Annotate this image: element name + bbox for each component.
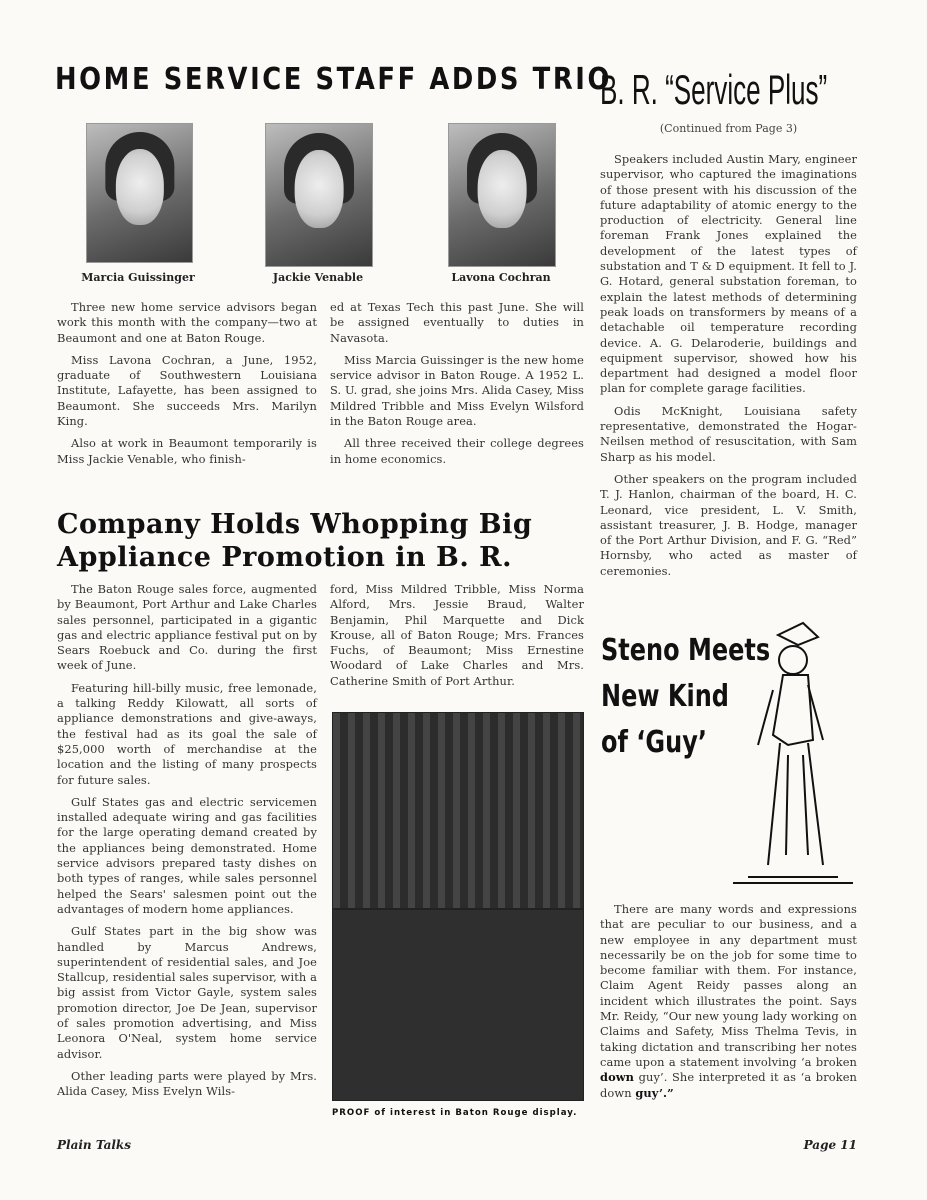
paragraph: Featuring hill-billy music, free lemonade, a talking Reddy Kilowatt, all sorts of appliance demonstrations and give-aways, the festival had as its goal the sale of $25,000 worth of merchandise at the location and the listing of many prospects for future sales. <box>57 680 317 787</box>
article3-column1 <box>57 582 317 1107</box>
article3-column2 <box>330 582 584 696</box>
headline-line: Steno Meets <box>601 633 771 668</box>
paragraph: Odis McKnight, Louisiana safety representative, demonstrated the Hogar-Neilsen method of resuscitation, with Sam Sharp as his model. <box>600 403 857 464</box>
hobo-cartoon-illustration <box>728 615 858 890</box>
paragraph: Miss Marcia Guissinger is the new home service advisor in Baton Rouge. A 1952 L. S. U. grad, she joins Mrs. Alida Casey, Miss Mildred Tribble and Miss Evelyn Wilsford in the Baton Rouge area. <box>330 352 584 429</box>
paragraph: ford, Miss Mildred Tribble, Miss Norma Alford, Mrs. Jessie Braud, Walter Benjamin, Phil Marquette and Dick Krouse, all of Baton Rouge; Mrs. Frances Fuchs, of Beaumont; Miss Ernestine Woodard of Lake Charles and Mrs. Catherine Smith of Port Arthur. <box>330 582 584 688</box>
paragraph: Also at work in Beaumont temporarily is Miss Jackie Venable, who finish- <box>57 436 317 466</box>
photo-name: Jackie Venable <box>272 271 364 284</box>
continued-note: (Continued from Page 3) <box>659 122 798 135</box>
paragraph: Other speakers on the program included T. J. Hanlon, chairman of the board, H. C. Leonard, vice president, L. V. Smith, assistant treasurer, J. B. Hodge, manager of the Port Arthur Division, and F. G. “Red” Hornsby, who acted as master of ceremonies. <box>600 471 857 578</box>
headline-line: of ‘Guy’ <box>601 725 707 760</box>
paragraph: All three received their college degrees in home economics. <box>330 436 584 466</box>
crowd-photo <box>332 909 584 1101</box>
bold-text: down <box>600 1070 635 1085</box>
headline-home-service: HOME SERVICE STAFF ADDS TRIO <box>55 62 612 97</box>
paragraph: Gulf States part in the big show was handled by Marcus Andrews, superintendent of residential sales, and Joe Stallcup, residential sales supervisor, with a big assist from Victor Gayle, system sales promotion director, Joe De Jean, supervisor of sales promotion advertising, and Miss Leonora O'Neal, system home service advisor. <box>57 924 317 1061</box>
photo-name: Lavona Cochran <box>451 271 551 284</box>
headline-line: New Kind <box>601 679 729 714</box>
portrait-photo <box>265 123 373 267</box>
article1-column1 <box>57 300 317 474</box>
page-number: Page 11 <box>803 1138 857 1152</box>
photo-caption: PROOF of interest in Baton Rouge display. <box>332 1108 578 1118</box>
portrait-photo <box>448 123 556 267</box>
headline-appliance-promotion: Company Holds Whopping Big Appliance Promotion in B. R. <box>57 509 533 573</box>
paragraph: ed at Texas Tech this past June. She will be assigned eventually to duties in Navasota. <box>330 300 584 345</box>
paragraph: Gulf States gas and electric servicemen installed adequate wiring and gas facilities for the large operating demand created by the appliances being demonstrated. Home service advisors prepared tasty dishes on both types of ranges, while sales personnel helped the Sears' salesmen point out the advantages of modern home appliances. <box>57 794 317 916</box>
paragraph: Miss Lavona Cochran, a June, 1952, graduate of Southwestern Louisiana Institute, Lafayette, has been assigned to Beaumont. She succeeds Mrs. Marilyn King. <box>57 352 317 429</box>
paragraph <box>600 902 857 1101</box>
paragraph: The Baton Rouge sales force, augmented by Beaumont, Port Arthur and Lake Charles sales personnel, participated in a gigantic gas and electric appliance festival put on by Sears Roebuck and Co. during the first week of June. <box>57 582 317 673</box>
paragraph: Speakers included Austin Mary, engineer supervisor, who captured the imaginations of those present with his discussion of the future adaptability of atomic energy to the production of electricity. General line foreman Frank Jones explained the development of the latest types of substation and T & D equipment. It fell to J. G. Hotard, general substation foreman, to explain the latest methods of determining peak loads on transformers by means of a detachable oil temperature recording device. A. G. Delaroderie, buildings and equipment supervisor, showed how his department had designed a model floor plan for complete garage facilities. <box>600 152 857 396</box>
article2-body <box>600 152 857 586</box>
portrait-photo <box>86 123 193 263</box>
photo-name: Marcia Guissinger <box>81 271 195 284</box>
bold-text: guy’.” <box>635 1085 674 1100</box>
headline-service-plus: B. R. “Service Plus” <box>600 66 828 113</box>
text: guy’. She interpreted it as ‘a broken down <box>600 1070 857 1100</box>
article1-column2 <box>330 300 584 474</box>
appliance-display-photo <box>332 712 584 909</box>
publication-name: Plain Talks <box>57 1138 132 1152</box>
paragraph: Three new home service advisors began work this month with the company—two at Beaumont and one at Baton Rouge. <box>57 300 317 345</box>
article4-body <box>600 902 857 1108</box>
text: There are many words and expressions that are peculiar to our business, and a new employee in any department must necessarily be on the job for some time to become familiar with them. For instance, Claim Agent Reidy passes along an incident which illustrates the point. Says Mr. Reidy, “Our new young lady working on Claims and Safety, Miss Thelma Tevis, in taking dictation and transcribing her notes came upon a statement involving ‘a broken <box>600 902 857 1069</box>
paragraph: Other leading parts were played by Mrs. Alida Casey, Miss Evelyn Wils- <box>57 1068 317 1099</box>
